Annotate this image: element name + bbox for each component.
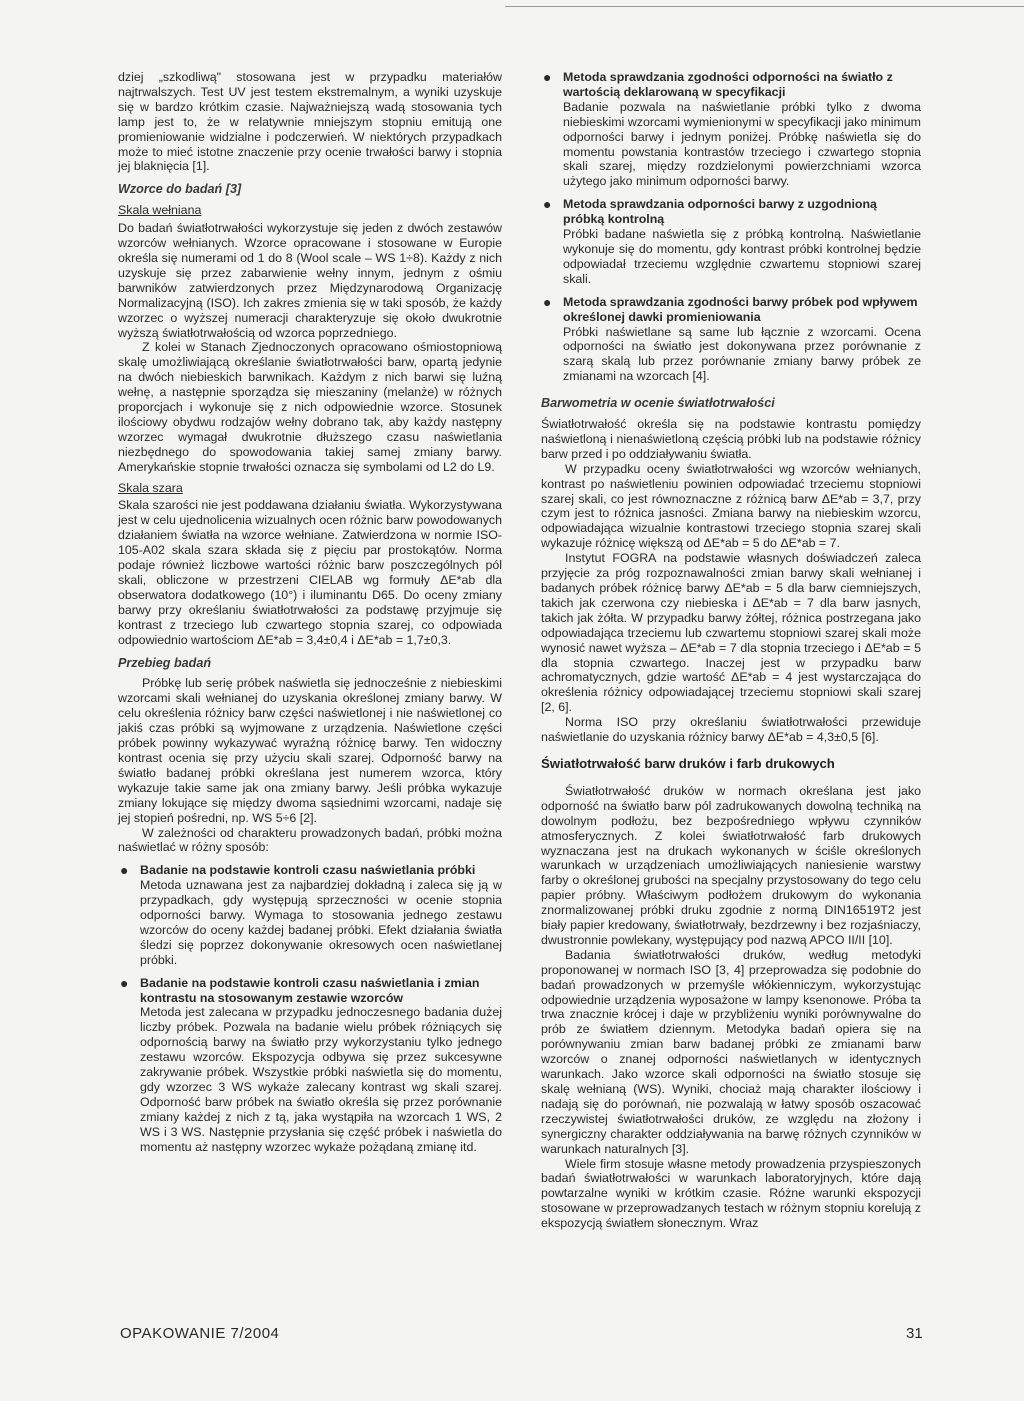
paragraph-przebieg-1: Próbkę lub serię próbek naświetla się jednocześnie z niebieskimi wzorcami skali wełnianej do uzyskania określonej zmiany barwy. W celu określenia różnicy barw części naświetlonej i nie naświetlonej co jakiś czas próbki są wyjmowane z urządzenia. Naświetlone części próbek powinny wykazywać wyraźną różnicę barwy. Ten widoczny kontrast ocenia się przy użyciu skali szarej. Odporność barwy na światło badanej próbki określana jest numerem wzorca, który wykazuje takie same jak ona zmiany barwy. Jeśli próbka wykazuje zmiany lokujące się między dwoma sąsiednimi wzorcami, nadaje się jej stopień pośredni, np. WS 5÷6 [2]. <box>118 676 502 825</box>
bullet-item-3 <box>541 70 921 189</box>
bullet-icon: ● <box>543 69 552 85</box>
bullet-text-1: Metoda uznawana jest za najbardziej dokładną i zaleca się ją w przypadkach, gdy występują sprzeczności w ocenie stopnia odporności barwy. Wymaga to stosowania jednego zestawu wzorców do oceny każdej badanej próbki. Efekt działania światła śledzi się poprzez dokonywanie okresowych ocen naświetlanej próbki. <box>140 878 502 967</box>
bullet-title-3: Metoda sprawdzania zgodności odporności na światło z wartością deklarowaną w specyfikacji <box>563 70 893 99</box>
bullet-item-5 <box>541 295 921 384</box>
paragraph-przebieg-2: W zależności od charakteru prowadzonych badań, próbki można naświetlać w różny sposób: <box>118 825 502 855</box>
paragraph-intro: dziej „szkodliwą" stosowana jest w przypadku materiałów najtrwalszych. Test UV jest testem ekstremalnym, a wyniki uzyskuje się w bardzo krótkim czasie. Najważniejszą wadą stosowania tych lamp jest to, że w relatywnie mniejszym stopniu emitują one promieniowanie widzialne i podczerwień. W niektórych przypadkach może to mieć istotne znaczenie przy ocenie trwałości barwy i stopnia jej blaknięcia [1]. <box>118 70 502 174</box>
paragraph-barwometria-1: Światłotrwałość określa się na podstawie kontrastu pomiędzy naświetloną i nienaświetloną częścią próbki lub na podstawie różnicy barw przed i po oddziaływaniu światła. <box>541 417 921 461</box>
heading-przebieg: Przebieg badań <box>118 655 212 670</box>
heading-barwometria: Barwometria w ocenie światłotrwałości <box>541 396 775 411</box>
bullet-item-4 <box>541 197 921 286</box>
paragraph-szara: Skala szarości nie jest poddawana działaniu światła. Wykorzystywana jest w celu ujednolicenia wizualnych ocen różnic barw powodowanych działaniem światła na wzorce wełniane. Zatwierdzona w normie ISO-105-A02 skala szara składa się z pięciu par prostokątów. Norma podaje również liczbowe wartości różnic barw poszczególnych pól skali, obliczone w przestrzeni CIELAB wg formuły ΔE*ab dla obserwatora dodatkowego (10°) i iluminantu D65. Do oceny zmiany barwy przy określaniu światłotrwałości za podstawę przyjmuje się kontrast z trzeciego lub czwartego stopnia szarej, co odpowiada odpowiednio wartościom ΔE*ab = 3,4±0,4 i ΔE*ab = 1,7±0,3. <box>118 498 502 647</box>
bullet-title-4: Metoda sprawdzania odporności barwy z uzgodnioną próbką kontrolną <box>563 197 877 227</box>
paragraph-druk-1: Światłotrwałość druków w normach określana jest jako odporność na światło barw pól zadrukowanych dowolną techniką na dowolnym podłożu, bez bezpośredniego wpływu czynników atmosferycznych. Z kolei światłotrwałość farb drukowych wyznaczana jest na drukach wykonanych w ściśle określonych warunkach w urządzeniach umożliwiających naniesienie warstwy farby o określonej grubości na specjalny przystosowany do tego celu papier próbny. Właściwym podłożem drukowym do wykonania znormalizowanej próbki druku zgodnie z normą DIN16519T2 jest biały papier kredowany, światłotrwały, bezdrzewny i bez rozjaśniaczy, dwustronnie powlekany, występujący pod nazwą APCO II/II [10]. <box>541 783 921 947</box>
left-column <box>118 70 502 1155</box>
subheading-skala-welniana: Skala wełniana <box>118 203 202 218</box>
paragraph-barwometria-4: Norma ISO przy określaniu światłotrwałości przewiduje naświetlanie do uzyskania różnicy barwy ΔE*ab = 4,3±0,5 [6]. <box>541 715 921 745</box>
bullet-item-2 <box>118 976 502 1155</box>
footer-journal: OPAKOWANIE 7/2004 <box>120 1325 280 1342</box>
bullet-text-3: Badanie pozwala na naświetlanie próbki tylko z dwoma niebieskimi wzorcami wymienionymi w specyfikacji jako minimum odporności barwy i jednym poniżej. Próbkę naświetla się do momentu powstania kontrastów trzeciego i czwartego stopnia skali szarej, między rozdzielonymi powierzchniami wzorca użytego jako minimum odporności barwy. <box>563 99 921 189</box>
bullet-title-2: Badanie na podstawie kontroli czasu naświetlania i zmian kontrastu na stosowanym zestawie wzorców <box>140 975 480 1005</box>
bullet-text-2: Metoda jest zalecana w przypadku jednoczesnego badania dużej liczby próbek. Pozwala na badanie wielu próbek różniących się odpornością barwy na światło przy wykorzystaniu tylko jednego zestawu wzorców. Ekspozycja odbywa się przez sukcesywne zakrywanie próbek. Wszystkie próbki naświetla się do momentu, gdy wzorzec 3 WS wykaże zalecany kontrast wg skali szarej. Odporność barw próbek na światło określa się przez porównanie zmiany każdej z nich z tą, jaka wystąpiła na wzorcach 1 WS, 2 WS i 3 WS. Następnie przysłania się część próbek i naświetla do momentu aż następny wzorzec wykaże pożądaną zmianę itd. <box>140 1005 502 1154</box>
heading-drukow: Światłotrwałość barw druków i farb drukowych <box>541 755 835 771</box>
top-rule <box>505 6 1024 7</box>
paragraph-druk-2: Badania światłotrwałości druków, według metodyki proponowanej w normach ISO [3, 4] przeprowadza się podobnie do badań prowadzonych w przemyśle włókienniczym, wykorzystując odpowiednie urządzenia wyposażone w lampy ksenonowe. Próba ta trwa znacznie krócej i daje w przybliżeniu wyniki porównywalne do prób ze światłem dziennym. Metodyka badań opiera się na porównywaniu zmian barw badanej próbki ze zmianami barw wzorców o znanej odporności naświetlanych w identycznych warunkach. Jako wzorce skali odporności na światło stosuje się skalę wełnianą (WS). Wyniki, chociaż mają charakter ilościowy i nadają się do porównań, nie pozwalają w łatwy sposób oszacować rzeczywistej światłotrwałości druków, ze względu na złożony i synergiczny charakter oddziaływania na barwę różnych czynników w warunkach naturalnych [3]. <box>541 947 921 1156</box>
bullet-title-5: Metoda sprawdzania zgodności barwy próbek pod wpływem określonej dawki promieniowania <box>563 294 918 324</box>
paragraph-welna-2: Z kolei w Stanach Zjednoczonych opracowano ośmiostopniową skalę umożliwiającą określanie światłotrwałości barw, opartą jedynie na dwóch niebieskich barwnikach. Każdym z nich barwi się luźną wełnę, a następnie sporządza się mieszaniny (melanże) w różnych proporcjach i wykonuje się z nich odpowiednie wzorce. Stosunek ilościowy obydwu rodzajów wełny dobrano tak, aby każdy następny wzorzec wymagał dwukrotnie dłuższego czasu naświetlania niezbędnego do spowodowania takiej samej zmiany barwy. Amerykańskie stopnie trwałości oznacza się symbolami od L2 do L9. <box>118 340 502 474</box>
paragraph-druk-3: Wiele firm stosuje własne metody prowadzenia przyspieszonych badań światłotrwałości w warunkach laboratoryjnych, które dają powtarzalne wyniki w krótkim czasie. Różne warunki ekspozycji stosowane w przeprowadzanych testach w różnym stopniu korelują z ekspozycją światłem słonecznym. Wraz <box>541 1156 921 1231</box>
bullet-text-4: Próbki badane naświetla się z próbką kontrolną. Naświetlanie wykonuje się do momentu, gdy kontrast próbki kontrolnej będzie odpowiadał trzeciemu względnie czwartemu stopniowi szarej skali. <box>563 227 921 286</box>
bullet-item-1 <box>118 863 502 967</box>
bullet-title-1: Badanie na podstawie kontroli czasu naświetlania próbki <box>140 863 476 878</box>
bullet-icon: ● <box>543 293 552 310</box>
paragraph-welna-1: Do badań światłotrwałości wykorzystuje się jeden z dwóch zestawów wzorców wełnianych. Wzorce opracowane i stosowane w Europie określa się numerami od 1 do 8 (Wool scale – WS 1÷8). Każdy z nich uzyskuje się przez zabarwienie wełny innym, jednym z ośmiu barwników zatwierdzonych przez Międzynarodową Organizację Normalizacyjną (ISO). Ich zakres zmienia się w taki sposób, że każdy wzorzec o wyższej numeracji charakteryzuje się około dwukrotnie wyższą światłotrwałością od wzorca poprzedniego. <box>118 221 502 340</box>
bullet-icon: ● <box>120 974 129 991</box>
paragraph-barwometria-3: Instytut FOGRA na podstawie własnych doświadczeń zaleca przyjęcie za próg rozpoznawalności zmian barwy skali wełnianej i badanych próbek różnicę barwy ΔE*ab = 5 dla barw ciemniejszych, takich jak czerwona czy niebieska i ΔE*ab = 7 dla barw jasnych, takich jak żółta. W przypadku barwy żółtej, różnica postrzegana jako odpowiadająca trzeciemu lub czwartemu stopniowi szarej skali może wynosić nawet wyższa – ΔE*ab = 7 dla stopnia trzeciego i ΔE*ab = 5 dla stopnia czwartego. Inaczej jest w przypadku barw achromatycznych, gdzie wartość ΔE*ab = 4 jest wystarczająca do określenia różnicy odpowiadającej trzeciemu stopniowi skali szarej [2, 6]. <box>541 551 921 715</box>
right-column <box>541 70 921 1231</box>
subheading-skala-szara: Skala szara <box>118 480 183 495</box>
footer-page-number: 31 <box>906 1325 923 1342</box>
bullet-icon: ● <box>120 862 129 879</box>
bullet-text-5: Próbki naświetlane są same lub łącznie z wzorcami. Ocena odporności na światło jest dokonywana przez porównanie z szarą skalą lub przez porównanie zmiany barwy próbek ze zmianami na wzorcach [4]. <box>563 324 921 384</box>
heading-wzorce: Wzorce do badań [3] <box>118 182 242 197</box>
bullet-icon: ● <box>543 196 552 213</box>
paragraph-barwometria-2: W przypadku oceny światłotrwałości wg wzorców wełnianych, kontrast po naświetleniu powinien odpowiadać trzeciemu stopniowi szarej skali, co jest równoznaczne z różnicą barw ΔE*ab = 3,7, przy czym jest to różnica jasności. Zmiana barwy na niebieskim wzorcu, odpowiadająca wizualnie kontrastowi trzeciego stopnia szarej skali wykazuje różnicę większą od ΔE*ab = 5 do ΔE*ab = 7. <box>541 461 921 551</box>
